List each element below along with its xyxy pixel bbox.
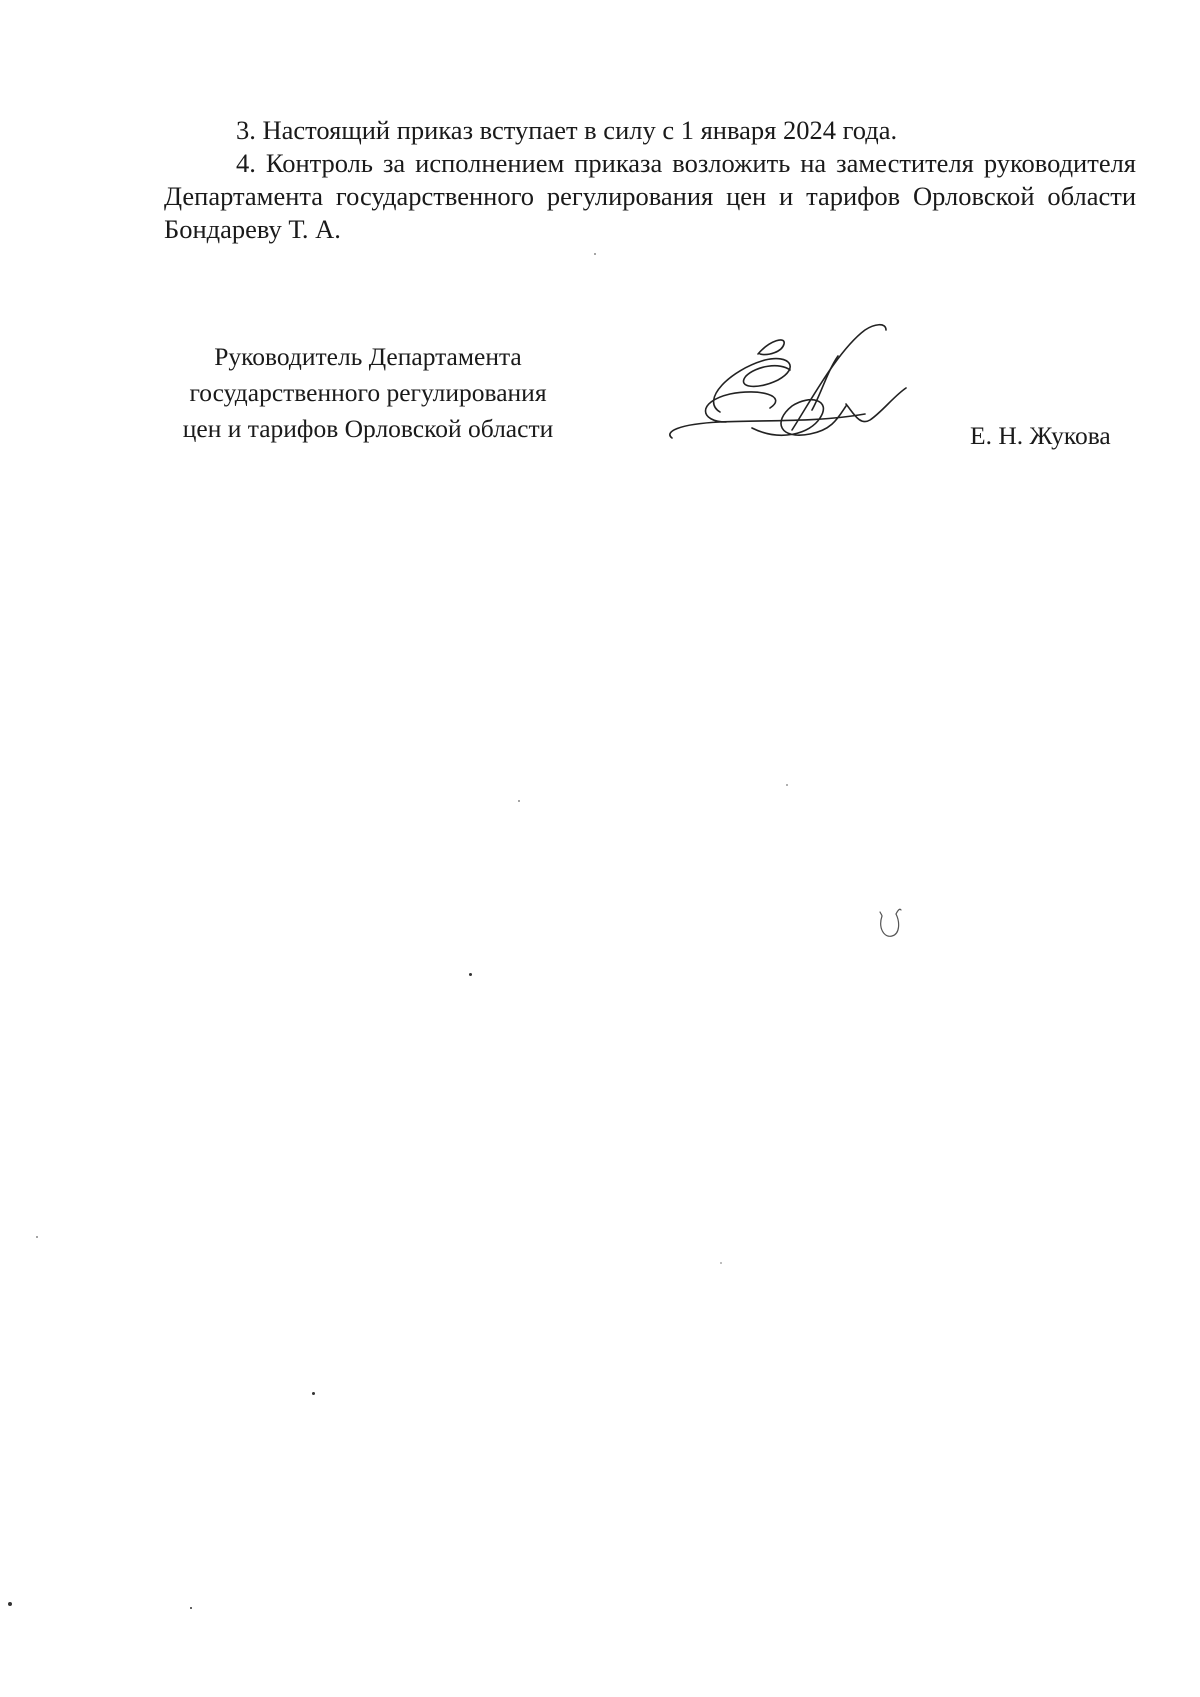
scan-speck bbox=[190, 1607, 192, 1609]
scan-speck bbox=[36, 1236, 38, 1238]
handwritten-signature bbox=[660, 310, 925, 470]
scan-speck bbox=[8, 1602, 12, 1606]
scan-speck bbox=[312, 1392, 315, 1395]
paragraph-4: 4. Контроль за исполнением приказа возложить на заместителя руководителя Департамента государственного регулирования цен и тарифов Орловской области Бондареву Т. А. bbox=[164, 148, 1136, 244]
signatory-position-line-2: государственного регулирования bbox=[189, 378, 547, 407]
signatory-position bbox=[148, 339, 588, 447]
scan-speck bbox=[469, 973, 472, 976]
signatory-position-line-1: Руководитель Департамента bbox=[214, 342, 522, 371]
signatory-position-line-3: цен и тарифов Орловской области bbox=[182, 414, 554, 443]
pen-mark bbox=[876, 902, 906, 942]
scan-speck bbox=[720, 1262, 722, 1264]
scan-speck bbox=[786, 784, 788, 786]
paragraph-3: 3. Настоящий приказ вступает в силу с 1 января 2024 года. bbox=[236, 115, 898, 145]
scan-speck bbox=[594, 253, 596, 255]
signatory-name: Е. Н. Жукова bbox=[970, 421, 1111, 450]
scan-speck bbox=[518, 800, 520, 802]
